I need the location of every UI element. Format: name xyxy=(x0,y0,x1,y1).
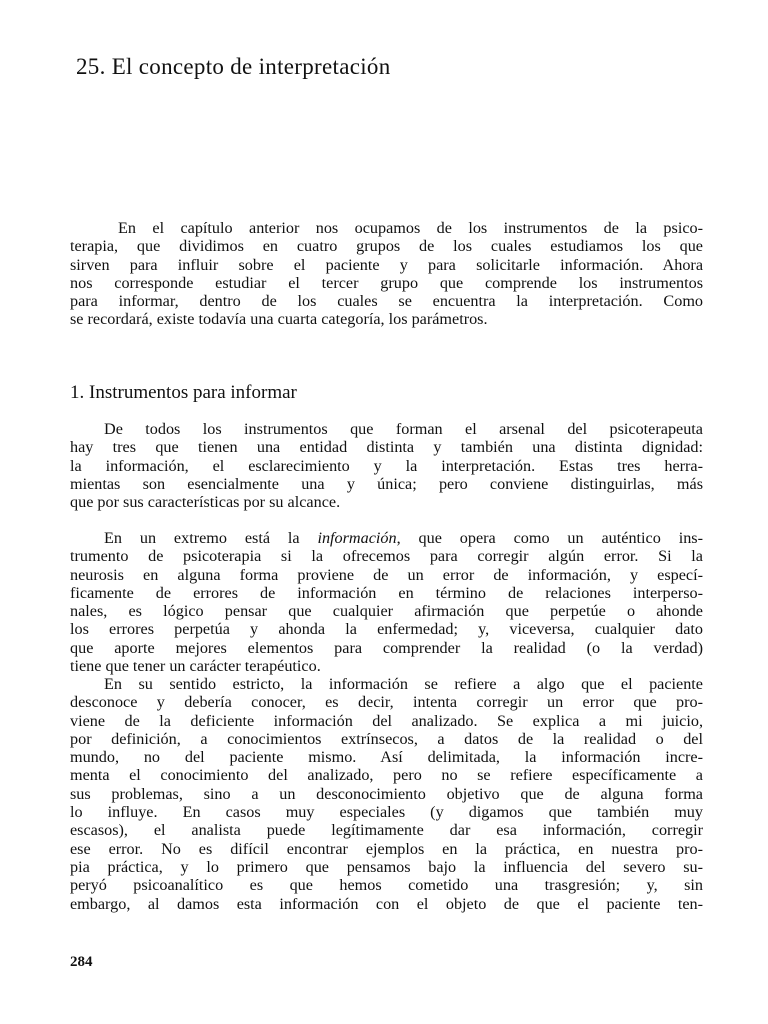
text-line: pia práctica, y lo primero que pensamos bajo la influencia del severo su- xyxy=(70,857,703,876)
text-line: que aporte mejores elementos para comprender la realidad (o la verdad) xyxy=(70,638,703,657)
text-line: desconoce y debería conocer, es decir, intenta corregir un error que pro- xyxy=(70,693,703,712)
text-line: menta el conocimiento del analizado, pero no se refiere específicamente a xyxy=(70,766,703,785)
text-line: por definición, a conocimientos extrínsecos, a datos de la realidad o del xyxy=(70,729,703,748)
text-line: que por sus características por su alcance. xyxy=(70,493,341,512)
text-line: viene de la deficiente información del analizado. Se explica a mi juicio, xyxy=(70,711,703,730)
page-number: 284 xyxy=(70,954,93,970)
paragraph-1 xyxy=(70,420,703,511)
text-line: ficamente de errores de información en término de relaciones interperso- xyxy=(70,583,703,602)
text-run: En un extremo está la xyxy=(104,529,318,547)
text-line: mientas son esencialmente una y única; pero conviene distinguirlas, más xyxy=(70,474,703,493)
intro-paragraph xyxy=(70,219,703,329)
text-line: En su sentido estricto, la información se refiere a algo que el paciente xyxy=(104,675,703,693)
text-line: los errores perpetúa y ahonda la enfermedad; y, viceversa, cualquier dato xyxy=(70,620,703,639)
text-line: neurosis en alguna forma proviene de un error de información, y especí- xyxy=(70,565,703,584)
text-line: trumento de psicoterapia si la ofrecemos para corregir algún error. Si la xyxy=(70,547,703,566)
text-line: nos corresponde estudiar el tercer grupo que comprende los instrumentos xyxy=(70,273,703,292)
text-run: , que opera como un auténtico ins- xyxy=(396,529,703,547)
text-line: De todos los instrumentos que forman el arsenal del psicoterapeuta xyxy=(104,420,703,438)
text-line xyxy=(70,529,703,547)
emphasized-term: información xyxy=(317,529,397,547)
text-line: escasos), el analista puede legítimamente dar esa información, corregir xyxy=(70,821,703,840)
text-line: hay tres que tienen una entidad distinta y también una distinta dignidad: xyxy=(70,438,703,457)
text-line: ese error. No es difícil encontrar ejemplos en la práctica, en nuestra pro- xyxy=(70,839,703,858)
text-line: sirven para influir sobre el paciente y para solicitarle información. Ahora xyxy=(70,255,703,274)
text-line: la información, el esclarecimiento y la interpretación. Estas tres herra- xyxy=(70,456,703,475)
text-line: En el capítulo anterior nos ocupamos de los instrumentos de la psico- xyxy=(118,219,703,237)
text-line: terapia, que dividimos en cuatro grupos de los cuales estudiamos los que xyxy=(70,237,703,256)
text-line: nales, es lógico pensar que cualquier afirmación que perpetúe o ahonde xyxy=(70,602,703,621)
section-title: 1. Instrumentos para informar xyxy=(70,382,297,403)
text-line: para informar, dentro de los cuales se encuentra la interpretación. Como xyxy=(70,292,703,311)
text-line: embargo, al damos esta información con el objeto de que el paciente ten- xyxy=(70,894,703,913)
text-line: peryó psicoanalítico es que hemos cometido una trasgresión; y, sin xyxy=(70,876,703,895)
text-line: mundo, no del paciente mismo. Así delimitada, la información incre- xyxy=(70,748,703,767)
text-line: lo influye. En casos muy especiales (y digamos que también muy xyxy=(70,803,703,822)
text-line: sus problemas, sino a un desconocimiento objetivo que de alguna forma xyxy=(70,784,703,803)
paragraph-3 xyxy=(70,675,703,913)
chapter-title: 25. El concepto de interpretación xyxy=(76,54,391,79)
text-line: se recordará, existe todavía una cuarta categoría, los parámetros. xyxy=(70,310,488,329)
paragraph-2 xyxy=(70,529,703,675)
text-line: tiene que tener un carácter terapéutico. xyxy=(70,657,321,676)
